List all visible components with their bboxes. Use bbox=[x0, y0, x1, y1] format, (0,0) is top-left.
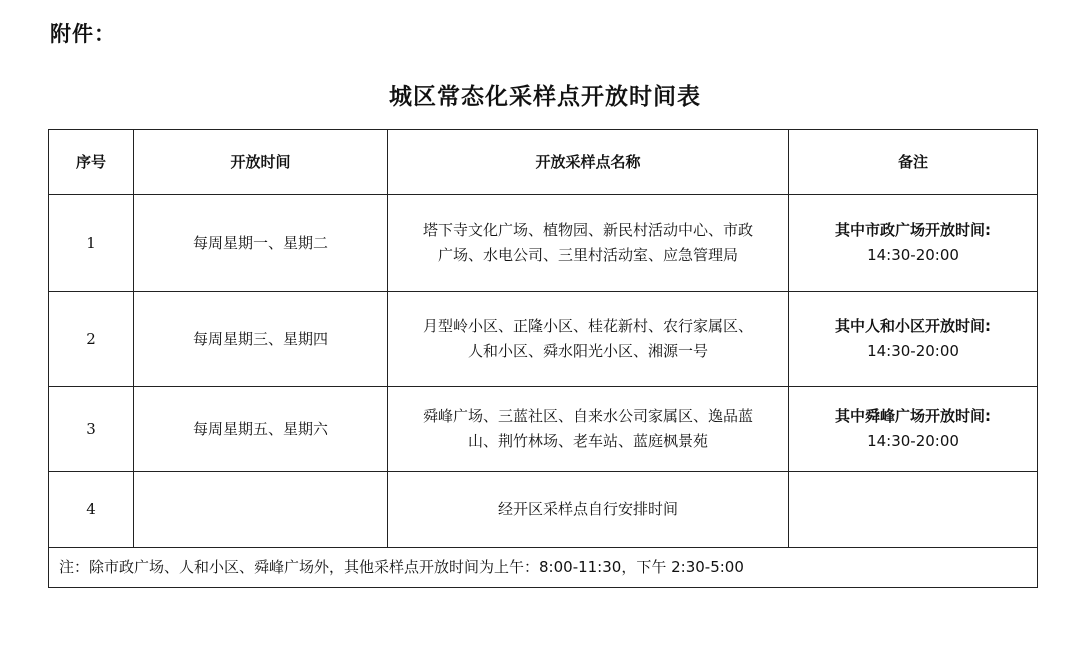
remark-label: 其中市政广场开放时间: bbox=[835, 221, 991, 239]
site-names-line: 舜峰广场、三蓝社区、自来水公司家属区、逸品蓝 bbox=[422, 407, 753, 425]
row-remark bbox=[789, 387, 1038, 472]
row-seq: 1 bbox=[49, 195, 134, 292]
site-names-line: 广场、水电公司、三里村活动室、应急管理局 bbox=[437, 246, 738, 264]
table-note-row bbox=[49, 548, 1038, 588]
row-open-time bbox=[134, 472, 388, 548]
row-remark bbox=[789, 472, 1038, 548]
site-names-line: 山、荆竹林场、老车站、蓝庭枫景苑 bbox=[467, 432, 708, 450]
remark-time: 14:30-20:00 bbox=[867, 432, 959, 450]
remark-label: 其中人和小区开放时间: bbox=[835, 317, 991, 335]
remark-label: 其中舜峰广场开放时间: bbox=[835, 407, 991, 425]
row-site-names bbox=[388, 195, 789, 292]
row-seq: 3 bbox=[49, 387, 134, 472]
row-site-names bbox=[388, 387, 789, 472]
row-site-names: 经开区采样点自行安排时间 bbox=[388, 472, 789, 548]
site-names-line: 月型岭小区、正隆小区、桂花新村、农行家属区、 bbox=[422, 317, 753, 335]
schedule-table bbox=[48, 129, 1038, 588]
table-note: 注：除市政广场、人和小区、舜峰广场外，其他采样点开放时间为上午：8:00-11:30，下午 2:30-5:00 bbox=[49, 548, 1038, 588]
remark-time: 14:30-20:00 bbox=[867, 342, 959, 360]
row-open-time: 每周星期三、星期四 bbox=[134, 292, 388, 387]
remark-time: 14:30-20:00 bbox=[867, 246, 959, 264]
site-names-line: 塔下寺文化广场、植物园、新民村活动中心、市政 bbox=[422, 221, 753, 239]
row-remark bbox=[789, 195, 1038, 292]
header-site-names: 开放采样点名称 bbox=[388, 130, 789, 195]
row-seq: 4 bbox=[49, 472, 134, 548]
table-header-row bbox=[49, 130, 1038, 195]
header-open-time: 开放时间 bbox=[134, 130, 388, 195]
site-names-line: 人和小区、舜水阳光小区、湘源一号 bbox=[467, 342, 708, 360]
attachment-label: 附件： bbox=[50, 22, 116, 46]
row-open-time: 每周星期一、星期二 bbox=[134, 195, 388, 292]
row-open-time: 每周星期五、星期六 bbox=[134, 387, 388, 472]
row-site-names bbox=[388, 292, 789, 387]
table-row bbox=[49, 387, 1038, 472]
header-remark: 备注 bbox=[789, 130, 1038, 195]
row-remark bbox=[789, 292, 1038, 387]
page-title: 城区常态化采样点开放时间表 bbox=[389, 84, 701, 110]
header-seq: 序号 bbox=[49, 130, 134, 195]
table-row bbox=[49, 472, 1038, 548]
table-row bbox=[49, 195, 1038, 292]
row-seq: 2 bbox=[49, 292, 134, 387]
table-row bbox=[49, 292, 1038, 387]
